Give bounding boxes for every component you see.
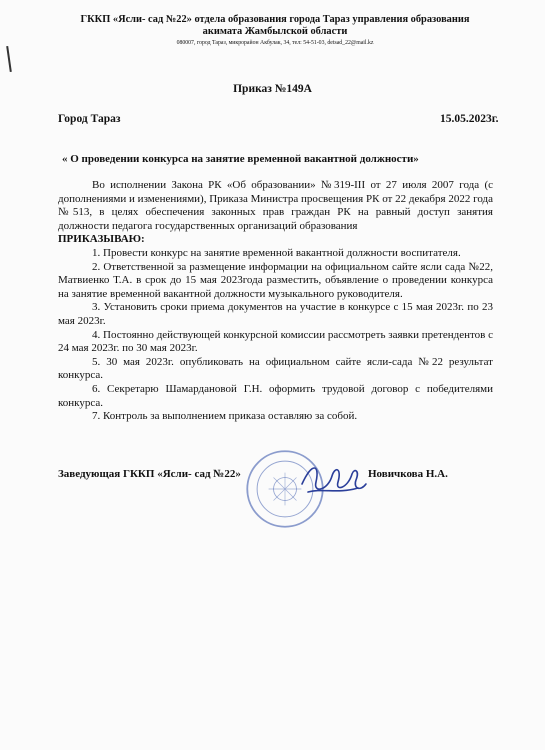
signatory-name: Новичкова Н.А. (368, 468, 448, 480)
order-title: Приказ №149А (233, 83, 312, 95)
signatory-title: Заведующая ГККП «Ясли- сад №22» (58, 468, 241, 480)
preamble-paragraph: Во исполнении Закона РК «Об образовании» №319-III от 27 июля 2007 года (с дополнениями и изменениями), Приказа Министра просвещения РК от 22 декабря 2022 года №513, в целях обеспечения законных прав граждан РК на равный доступ занятия должности педагога государственных организаций образования (58, 179, 493, 232)
order-item-4: 4. Постоянно действующей конкурсной комиссии рассмотреть заявки претендентов с 24 мая 2023г. по 30 мая 2023г. (58, 328, 493, 355)
organization-name-line2: акимата Жамбылской области (202, 26, 348, 37)
order-item-1: 1. Провести конкурс на занятие временной вакантной должности воспитателя. (92, 246, 461, 259)
order-item-3: 3. Установить сроки приема документов на участие в конкурсе с 15 мая 2023г. по 23 мая 2023г. (58, 301, 493, 327)
margin-pen-mark (6, 46, 12, 72)
signature-block (58, 464, 498, 504)
order-item-5: 5. 30 мая 2023г. опубликовать на официальном сайте ясли-сада №22 результат конкурса. (58, 355, 493, 382)
order-body (58, 179, 493, 424)
handwritten-signature-icon (298, 454, 368, 504)
letterhead (60, 14, 490, 47)
order-subject: « О проведении конкурса на занятие временной вакантной должности» (62, 153, 419, 165)
order-city: Город Тараз (58, 113, 121, 125)
order-item-7: 7. Контроль за выполнением приказа оставляю за собой. (92, 410, 358, 423)
order-item-2: 2. Ответственной за размещение информации на официальном сайте ясли сада №22, Матвиенко Т.А. в срок до 15 мая 2023года разместить, объявление о проведении конкурса на занятие временной вакантной должности музыкального руководителя. (58, 260, 493, 300)
organization-name-line1: ГККП «Ясли- сад №22» отдела образования города Тараз управления образования (80, 14, 470, 25)
orders-heading: ПРИКАЗЫВАЮ: (58, 233, 145, 246)
order-date: 15.05.2023г. (440, 113, 499, 125)
organization-address: 080007, город Тараз, микрорайон Акбулак, 34, тел: 54-51-03, detsad_22@mail.kz (176, 40, 374, 46)
order-item-6: 6. Секретарю Шамардановой Г.Н. оформить трудовой договор с победителями конкурса. (58, 382, 493, 409)
